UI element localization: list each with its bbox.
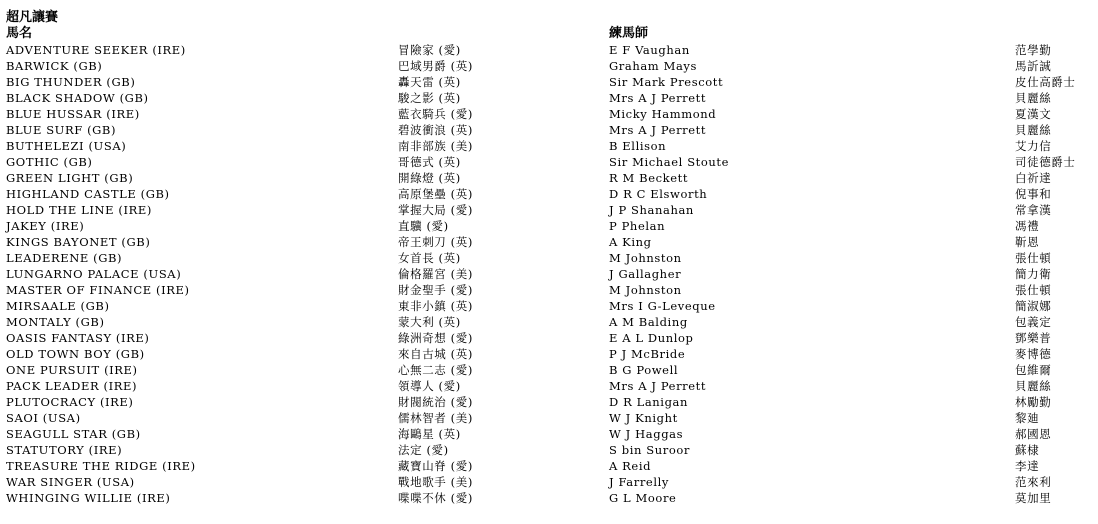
horse-name-zh: 喋喋不休 (愛): [398, 491, 473, 505]
horse-name-zh: 掌握大局 (愛): [398, 203, 473, 217]
trainer-name-en: W J Knight: [609, 411, 678, 425]
horse-name-zh: 冒險家 (愛): [398, 43, 461, 57]
trainer-name-en: M Johnston: [609, 251, 682, 265]
entry-row: [6, 314, 1096, 330]
trainer-name-zh: 簡淑娜: [1015, 299, 1052, 313]
horse-name-en: MASTER OF FINANCE (IRE): [6, 283, 190, 297]
entry-row: [6, 42, 1096, 58]
horse-name-zh: 碧波衝浪 (英): [398, 123, 473, 137]
horse-name-zh: 高原堡壘 (英): [398, 187, 473, 201]
entry-row: [6, 74, 1096, 90]
column-headers: [6, 26, 1096, 42]
horse-name-en: BLUE SURF (GB): [6, 123, 117, 137]
trainer-name-en: Sir Michael Stoute: [609, 155, 730, 169]
horse-name-en: PLUTOCRACY (IRE): [6, 395, 134, 409]
horse-name-zh: 海鷗星 (英): [398, 427, 461, 441]
trainer-name-en: Graham Mays: [609, 59, 697, 73]
horse-name-zh: 財金聖手 (愛): [398, 283, 473, 297]
horse-name-zh: 法定 (愛): [398, 443, 449, 457]
trainer-name-zh: 馬訢誠: [1015, 59, 1052, 73]
trainer-name-zh: 夏漢文: [1015, 107, 1052, 121]
trainer-name-en: A Reid: [609, 459, 652, 473]
trainer-name-zh: 司徒德爵士: [1015, 155, 1076, 169]
trainer-name-zh: 麥博德: [1015, 347, 1052, 361]
trainer-name-zh: 蘇棣: [1015, 443, 1040, 457]
trainer-name-zh: 李達: [1015, 459, 1040, 473]
trainer-name-en: B G Powell: [609, 363, 679, 377]
horse-name-en: MONTALY (GB): [6, 315, 105, 329]
horse-name-zh: 蒙大利 (英): [398, 315, 461, 329]
trainer-name-en: P Phelan: [609, 219, 666, 233]
trainer-name-en: J P Shanahan: [609, 203, 694, 217]
horse-name-zh: 心無二志 (愛): [398, 363, 473, 377]
entry-row: [6, 58, 1096, 74]
horse-name-zh: 直驥 (愛): [398, 219, 449, 233]
horse-name-en: HOLD THE LINE (IRE): [6, 203, 152, 217]
horse-name-zh: 南非部族 (美): [398, 139, 473, 153]
trainer-name-zh: 白祈達: [1015, 171, 1052, 185]
entry-row: [6, 410, 1096, 426]
horse-name-en: OLD TOWN BOY (GB): [6, 347, 145, 361]
trainer-name-zh: 皮仕高爵士: [1015, 75, 1076, 89]
entry-row: [6, 346, 1096, 362]
entry-row: [6, 90, 1096, 106]
horse-name-zh: 藍衣騎兵 (愛): [398, 107, 473, 121]
horse-name-zh: 東非小鎮 (英): [398, 299, 473, 313]
trainer-name-zh: 貝麗絲: [1015, 379, 1052, 393]
trainer-name-zh: 馮禮: [1015, 219, 1040, 233]
horse-name-en: SEAGULL STAR (GB): [6, 427, 141, 441]
trainer-name-zh: 包義定: [1015, 315, 1052, 329]
trainer-name-en: D R Lanigan: [609, 395, 688, 409]
trainer-name-en: A King: [609, 235, 652, 249]
horse-name-zh: 戰地歌手 (美): [398, 475, 473, 489]
horse-name-en: TREASURE THE RIDGE (IRE): [6, 459, 196, 473]
horse-name-en: WAR SINGER (USA): [6, 475, 135, 489]
horse-name-en: STATUTORY (IRE): [6, 443, 123, 457]
horse-name-en: BLUE HUSSAR (IRE): [6, 107, 140, 121]
entry-row: [6, 250, 1096, 266]
trainer-name-zh: 郝國恩: [1015, 427, 1052, 441]
horse-name-en: KINGS BAYONET (GB): [6, 235, 151, 249]
trainer-name-en: E F Vaughan: [609, 43, 690, 57]
trainer-name-zh: 范學勤: [1015, 43, 1052, 57]
entry-row: [6, 186, 1096, 202]
entry-row: [6, 298, 1096, 314]
horse-name-zh: 帝王刺刀 (英): [398, 235, 473, 249]
trainer-name-en: Mrs A J Perrett: [609, 91, 707, 105]
entry-row: [6, 394, 1096, 410]
entry-row: [6, 138, 1096, 154]
entry-row: [6, 378, 1096, 394]
horse-name-en: GREEN LIGHT (GB): [6, 171, 134, 185]
entry-row: [6, 234, 1096, 250]
trainer-name-en: W J Haggas: [609, 427, 684, 441]
horse-name-zh: 駿之影 (英): [398, 91, 461, 105]
entry-row: [6, 266, 1096, 282]
horse-name-zh: 女首長 (英): [398, 251, 461, 265]
horse-name-zh: 開綠燈 (英): [398, 171, 461, 185]
trainer-name-en: Sir Mark Prescott: [609, 75, 724, 89]
horse-name-en: WHINGING WILLIE (IRE): [6, 491, 171, 505]
horse-name-zh: 來自古城 (英): [398, 347, 473, 361]
trainer-name-en: Mrs A J Perrett: [609, 379, 707, 393]
trainer-name-en: D R C Elsworth: [609, 187, 708, 201]
horse-name-en: MIRSAALE (GB): [6, 299, 110, 313]
entry-row: [6, 106, 1096, 122]
horse-name-zh: 儒林智者 (美): [398, 411, 473, 425]
trainer-name-zh: 倪事和: [1015, 187, 1052, 201]
trainer-name-zh: 鄧樂普: [1015, 331, 1052, 345]
horse-name-en: LEADERENE (GB): [6, 251, 123, 265]
horse-name-zh: 轟天雷 (英): [398, 75, 461, 89]
entry-row: [6, 442, 1096, 458]
horse-name-zh: 哥德式 (英): [398, 155, 461, 169]
horse-name-zh: 巴域男爵 (英): [398, 59, 473, 73]
horse-name-en: ADVENTURE SEEKER (IRE): [6, 43, 186, 57]
entry-row: [6, 330, 1096, 346]
horse-name-en: BARWICK (GB): [6, 59, 103, 73]
trainer-name-en: R M Beckett: [609, 171, 689, 185]
trainer-name-zh: 貝麗絲: [1015, 91, 1052, 105]
entry-row: [6, 426, 1096, 442]
trainer-name-zh: 簡力衛: [1015, 267, 1052, 281]
trainer-name-en: G L Moore: [609, 491, 677, 505]
horse-name-en: HIGHLAND CASTLE (GB): [6, 187, 170, 201]
entry-row: [6, 218, 1096, 234]
trainer-name-zh: 包維爾: [1015, 363, 1052, 377]
trainer-name-en: S bin Suroor: [609, 443, 690, 457]
entry-row: [6, 202, 1096, 218]
horse-header: 馬名: [6, 26, 33, 41]
entry-row: [6, 490, 1096, 506]
entries-sheet: [6, 10, 1096, 506]
horse-name-en: JAKEY (IRE): [6, 219, 85, 233]
race-title: 超凡讓賽: [6, 10, 59, 25]
trainer-name-en: P J McBride: [609, 347, 686, 361]
trainer-name-en: Micky Hammond: [609, 107, 717, 121]
entry-row: [6, 282, 1096, 298]
trainer-header: 練馬師: [609, 26, 649, 41]
trainer-name-zh: 林勵勤: [1015, 395, 1052, 409]
horse-name-zh: 倫格羅宮 (美): [398, 267, 473, 281]
trainer-name-zh: 范來利: [1015, 475, 1052, 489]
trainer-name-en: E A L Dunlop: [609, 331, 694, 345]
entry-row: [6, 122, 1096, 138]
trainer-name-en: Mrs I G-Leveque: [609, 299, 716, 313]
trainer-name-en: J Gallagher: [609, 267, 682, 281]
trainer-name-zh: 莫加里: [1015, 491, 1052, 505]
trainer-name-zh: 靳恩: [1015, 235, 1040, 249]
horse-name-zh: 領導人 (愛): [398, 379, 461, 393]
horse-name-en: OASIS FANTASY (IRE): [6, 331, 150, 345]
horse-name-en: PACK LEADER (IRE): [6, 379, 138, 393]
trainer-name-zh: 張仕頓: [1015, 251, 1052, 265]
trainer-name-en: Mrs A J Perrett: [609, 123, 707, 137]
trainer-name-zh: 黎廸: [1015, 411, 1040, 425]
trainer-name-zh: 艾力信: [1015, 139, 1052, 153]
entry-row: [6, 474, 1096, 490]
horse-name-en: GOTHIC (GB): [6, 155, 93, 169]
horse-name-zh: 綠洲奇想 (愛): [398, 331, 473, 345]
trainer-name-en: A M Balding: [609, 315, 688, 329]
horse-name-en: BLACK SHADOW (GB): [6, 91, 149, 105]
horse-name-zh: 藏寶山脊 (愛): [398, 459, 473, 473]
horse-name-zh: 財閥統治 (愛): [398, 395, 473, 409]
entry-row: [6, 170, 1096, 186]
horse-name-en: ONE PURSUIT (IRE): [6, 363, 138, 377]
trainer-name-en: M Johnston: [609, 283, 682, 297]
trainer-name-zh: 常拿漢: [1015, 203, 1052, 217]
trainer-name-zh: 張仕頓: [1015, 283, 1052, 297]
trainer-name-en: B Ellison: [609, 139, 667, 153]
entry-row: [6, 458, 1096, 474]
entries-list: [6, 42, 1096, 506]
horse-name-en: BUTHELEZI (USA): [6, 139, 127, 153]
entry-row: [6, 154, 1096, 170]
trainer-name-zh: 貝麗絲: [1015, 123, 1052, 137]
entry-row: [6, 362, 1096, 378]
horse-name-en: SAOI (USA): [6, 411, 81, 425]
trainer-name-en: J Farrelly: [609, 475, 669, 489]
horse-name-en: BIG THUNDER (GB): [6, 75, 136, 89]
horse-name-en: LUNGARNO PALACE (USA): [6, 267, 182, 281]
